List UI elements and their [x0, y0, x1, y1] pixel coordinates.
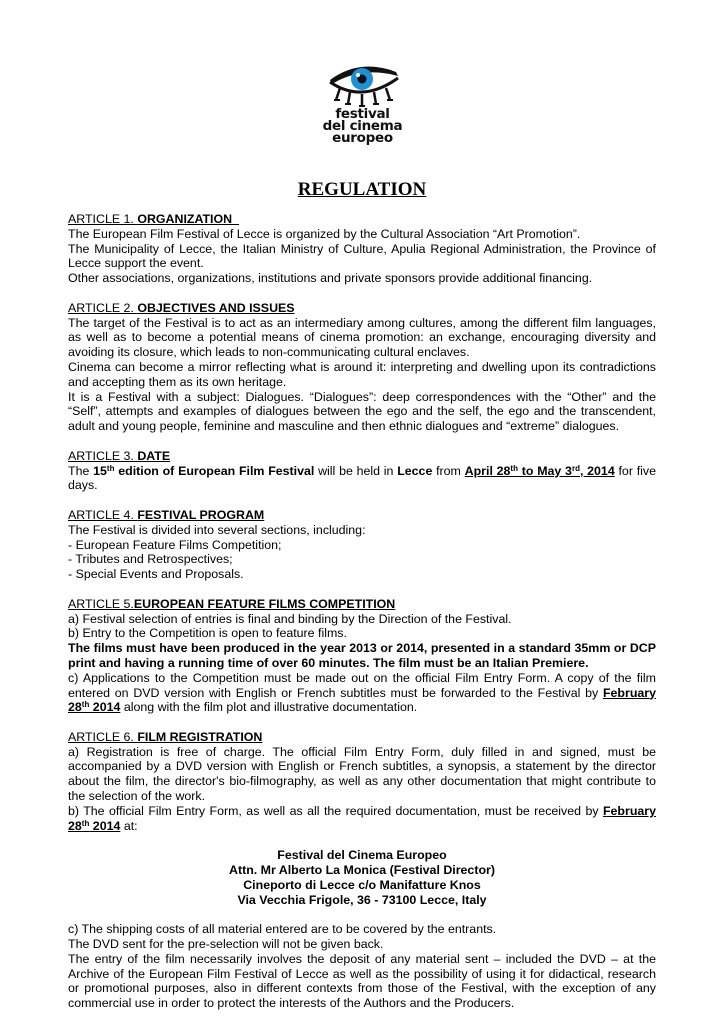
text: c) Applications to the Competition must be made out on the official Film Entry Form. A copy of the film entered on DVD version with English or French subtitles must be forwarded to the Festival by	[68, 670, 656, 700]
festival-logo	[300, 52, 425, 152]
ordinal-suffix: th	[510, 463, 518, 473]
city: Lecce	[397, 463, 433, 478]
article-3-heading	[68, 449, 656, 464]
article-1-paragraph: The European Film Festival of Lecce is organized by the Cultural Association “Art Promotion”.	[68, 226, 581, 241]
article-1-paragraph: Other associations, organizations, institutions and private sponsors provide additional financing.	[68, 271, 593, 286]
ordinal-suffix: rd	[571, 463, 580, 473]
article-6-paragraph: The DVD sent for the pre-selection will not be given back.	[68, 937, 384, 952]
ordinal-suffix: th	[81, 700, 90, 710]
article-3-prefix: ARTICLE 3.	[68, 448, 138, 463]
edition-number: 15	[93, 463, 107, 478]
date-end: to May 3	[517, 463, 572, 478]
date-start: April 28	[464, 463, 511, 478]
logo-wordmark	[300, 108, 425, 144]
article-1	[68, 212, 656, 286]
article-2-title: OBJECTIVES AND ISSUES	[137, 300, 295, 315]
article-5-paragraph	[68, 671, 656, 715]
text: along with the film plot and illustrative documentation.	[120, 700, 418, 715]
address-line: Festival del Cinema Europeo	[277, 848, 447, 863]
article-2-heading	[68, 301, 656, 316]
article-1-heading	[68, 212, 656, 227]
article-4	[68, 508, 656, 582]
article-6-paragraph	[68, 804, 656, 834]
article-2-prefix: ARTICLE 2.	[68, 300, 138, 315]
text: for five days.	[68, 463, 656, 493]
text: will be held in	[314, 463, 398, 478]
article-5-heading	[68, 597, 656, 612]
article-3-paragraph	[68, 464, 656, 494]
logo-line-2: del cinema	[322, 118, 403, 134]
article-1-prefix: ARTICLE 1.	[68, 212, 138, 226]
logo-line-1: festival	[335, 106, 390, 122]
article-2	[68, 301, 656, 434]
article-6-heading	[68, 730, 656, 745]
date-year: , 2014	[579, 463, 615, 478]
article-5-title: EUROPEAN FEATURE FILMS COMPETITION	[133, 596, 396, 611]
article-4-paragraph: The Festival is divided into several sections, including:	[68, 522, 366, 537]
list-item: - Tributes and Retrospectives;	[68, 552, 233, 567]
article-6-prefix: ARTICLE 6.	[68, 729, 138, 744]
article-1-title: ORGANIZATION	[137, 212, 233, 226]
article-2-paragraph: Cinema can become a mirror reflecting what is around it: interpreting and dwelling upon its contradictions and accepting them as its own heritage.	[68, 359, 656, 389]
article-6-title: FILM REGISTRATION	[137, 729, 263, 744]
text: b) The official Film Entry Form, as well as all the required documentation, must be received by	[68, 803, 603, 818]
text: from	[432, 463, 465, 478]
article-5-requirements: The films must have been produced in the year 2013 or 2014, presented in a standard 35mm or DCP print and having a running time of over 60 minutes. The film must be an Italian Premiere.	[68, 641, 656, 670]
article-2-paragraph: It is a Festival with a subject: Dialogues. “Dialogues”: deep correspondences with the “Other” and the “Self”, attempts and examples of dialogues between the ego and the self, the ego and the transcendent, adult and young people, feminine and masculine and then ethnic dialogues and “extreme” dialogues.	[68, 389, 656, 434]
article-3-title: DATE	[137, 448, 171, 463]
article-6-paragraph: The entry of the film necessarily involves the deposit of any material sent – included the DVD – at the Archive of the European Film Festival of Lecce as well as the possibility of using it for didactical, research or promotional purposes, also in different contexts from those of the Festival, with the exception of any commercial use in order to protect the interests of the Authors and the Producers.	[68, 951, 656, 1011]
deadline-date: February 28	[68, 685, 656, 715]
article-6-paragraph: c) The shipping costs of all material entered are to be covered by the entrants.	[68, 922, 497, 937]
deadline-year: 2014	[89, 700, 121, 715]
address-line: Attn. Mr Alberto La Monica (Festival Director)	[229, 863, 495, 878]
address-line: Cineporto di Lecce c/o Manifatture Knos	[243, 877, 481, 892]
article-4-prefix: ARTICLE 4.	[68, 507, 138, 522]
article-2-paragraph: The target of the Festival is to act as an intermediary among cultures, among the different film languages, as well as to become a potential means of cinema promotion: an exchange, encouraging diversity and avoiding its closure, which leads to non-communicating cultural enclaves.	[68, 315, 656, 360]
article-4-title: FESTIVAL PROGRAM	[137, 507, 265, 522]
list-item: - Special Events and Proposals.	[68, 567, 244, 582]
edition-label: edition of European Film Festival	[114, 463, 315, 478]
article-5-prefix: ARTICLE 5.	[68, 596, 134, 611]
text: The	[68, 463, 94, 478]
deadline-year: 2014	[89, 818, 121, 833]
document-body	[68, 212, 656, 1026]
ordinal-suffix: th	[106, 463, 115, 473]
page-title: REGULATION	[297, 179, 427, 200]
mailing-address	[68, 848, 656, 907]
list-item: - European Feature Films Competition;	[68, 537, 282, 552]
article-5-paragraph: a) Festival selection of entries is final and binding by the Direction of the Festival.	[68, 611, 512, 626]
article-1-paragraph: The Municipality of Lecce, the Italian Ministry of Culture, Apulia Regional Administration, the Province of Lecce support the event.	[68, 241, 656, 271]
festival-dates	[465, 464, 615, 478]
address-line: Via Vecchia Frigole, 36 - 73100 Lecce, Italy	[237, 892, 487, 907]
ordinal-suffix: th	[81, 818, 90, 828]
text: at:	[120, 818, 138, 833]
article-4-heading	[68, 508, 656, 523]
deadline-date: February 28	[68, 803, 656, 833]
eye-logo-icon	[300, 52, 425, 108]
article-6-paragraph: a) Registration is free of charge. The official Film Entry Form, duly filled in and signed, must be accompanied by a DVD version with English or French subtitles, a synopsis, a statement by the director about the film, the director's bio-filmography, as well as any other documentation that might contribute to the selection of the work.	[68, 744, 656, 804]
article-5-paragraph: b) Entry to the Competition is open to feature films.	[68, 626, 347, 641]
article-5	[68, 597, 656, 715]
article-3	[68, 449, 656, 493]
article-6	[68, 730, 656, 1011]
logo-line-3: europeo	[332, 130, 393, 146]
